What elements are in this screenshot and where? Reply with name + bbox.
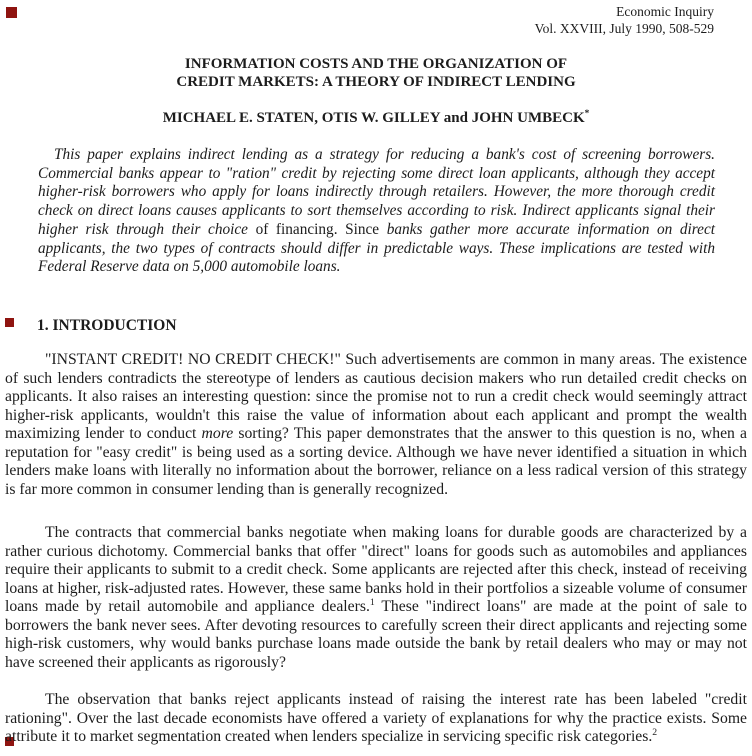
journal-header (535, 3, 714, 37)
paper-title (0, 55, 752, 91)
journal-name: Economic Inquiry (616, 4, 714, 19)
author-names: MICHAEL E. STATEN, OTIS W. GILLEY and JOHN UMBECK (162, 110, 585, 126)
paragraph-2: The contracts that commercial banks negotiate when making loans for durable goods are characterized by a rather curious dichotomy. Commercial banks that offer "direct" loans for goods such as automobiles and appliances require their applicants to submit to a credit check. Some applicants are rejected after this check, instead of receiving loans at higher, risk-adjusted rates. However, these same banks hold in their portfolios a sizeable volume of consumer loans made by retail automobile and appliance dealers.$^1$ These "indirect loans" are made at the point of sale to borrowers the bank never sees. After devoting resources to carefully screen their direct applicants and rejecting some high-risk customers, why would banks purchase loans made outside the bank by retail dealers who may or may not have screened their applicants as rigorously? (5, 524, 747, 671)
authors-line (0, 110, 752, 127)
abstract: This paper explains indirect lending as a strategy for reducing a bank's cost of screening borrowers. Commercial banks appear to "ration" credit by rejecting some direct loan applicants, although they accept higher-risk borrowers who apply for loans indirectly through retailers. However, the more thorough credit check on direct loans causes applicants to sort themselves according to risk. Indirect applicants signal their higher risk through their choice of financing. Since banks gather more accurate information on direct applicants, the two types of contracts should differ in predictable ways. These implications are tested with Federal Reserve data on 5,000 automobile loans. (38, 146, 715, 276)
section-heading-introduction: 1. INTRODUCTION (37, 317, 177, 334)
journal-volume: Vol. XXVIII, July 1990, 508-529 (534, 21, 714, 36)
red-marker-icon (5, 318, 14, 327)
red-marker-icon (6, 7, 17, 18)
paper-title-line1: INFORMATION COSTS AND THE ORGANIZATION OF (184, 56, 568, 72)
paper-title-line2: CREDIT MARKETS: A THEORY OF INDIRECT LENDING (176, 74, 576, 90)
paragraph-3: The observation that banks reject applicants instead of raising the interest rate has been labeled "credit rationing". Over the last decade economists have offered a variety of explanations for why the practice exists. Some attribute it to market segmentation created when lenders specialize in servicing specific risk categories.$^2$ (5, 691, 747, 745)
paragraph-1: "INSTANT CREDIT! NO CREDIT CHECK!" Such advertisements are common in many areas. The existence of such lenders contradicts the stereotype of lenders as cautious decision makers who run detailed credit checks on applicants. It also raises an interesting question: since the promise not to run a credit check would seemingly attract higher-risk applicants, wouldn't this raise the value of information about each applicant and prompt the wealth maximizing lender to conduct more sorting? This paper demonstrates that the answer to this question is no, when a reputation for "easy credit" is being used as a sorting device. Although we have never identified a situation in which lenders make loans with literally no information about the borrower, reliance on a less radical version of this strategy is far more common in consumer lending than is generally recognized. (5, 351, 747, 498)
author-footnote-mark: * (584, 109, 590, 119)
